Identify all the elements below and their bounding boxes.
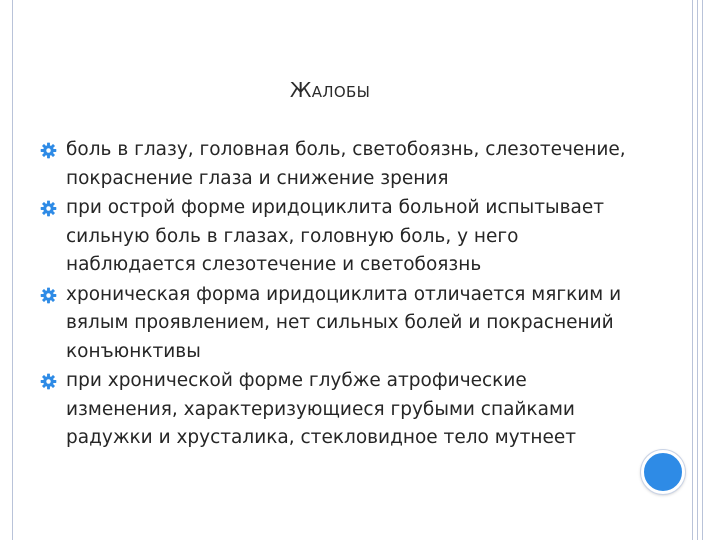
accent-circle xyxy=(641,450,685,494)
bullet-item xyxy=(40,281,640,367)
frame-line-right xyxy=(702,0,703,540)
frame-line-right xyxy=(697,0,698,540)
bullet-item xyxy=(40,367,640,453)
bullet-text: хроническая форма иридоциклита отличается мягким и вялым проявлением, нет сильных болей и покраснений конъюнктивы xyxy=(66,283,622,362)
bullet-item xyxy=(40,194,640,280)
title-rest: АЛОБЫ xyxy=(311,83,371,101)
gear-icon xyxy=(40,142,57,159)
slide-title xyxy=(0,78,660,102)
title-first-letter: Ж xyxy=(289,78,312,102)
bullet-text: при хронической форме глубже атрофические изменения, характеризующиеся грубыми спайками радужки и хрусталика, стекловидное тело мутнеет xyxy=(66,370,577,448)
bullet-item xyxy=(40,136,640,193)
bullet-list xyxy=(40,136,640,454)
gear-icon xyxy=(40,373,57,390)
frame-line-right xyxy=(692,0,693,540)
bullet-text: при острой форме иридоциклита больной испытывает сильную боль в глазах, головную боль, у него наблюдается слезотечение и светобоязнь xyxy=(66,197,605,275)
gear-icon xyxy=(40,200,57,217)
gear-icon xyxy=(40,287,57,304)
bullet-text: боль в глазу, головная боль, светобоязнь, слезотечение, покраснение глаза и снижение зрения xyxy=(66,139,626,189)
